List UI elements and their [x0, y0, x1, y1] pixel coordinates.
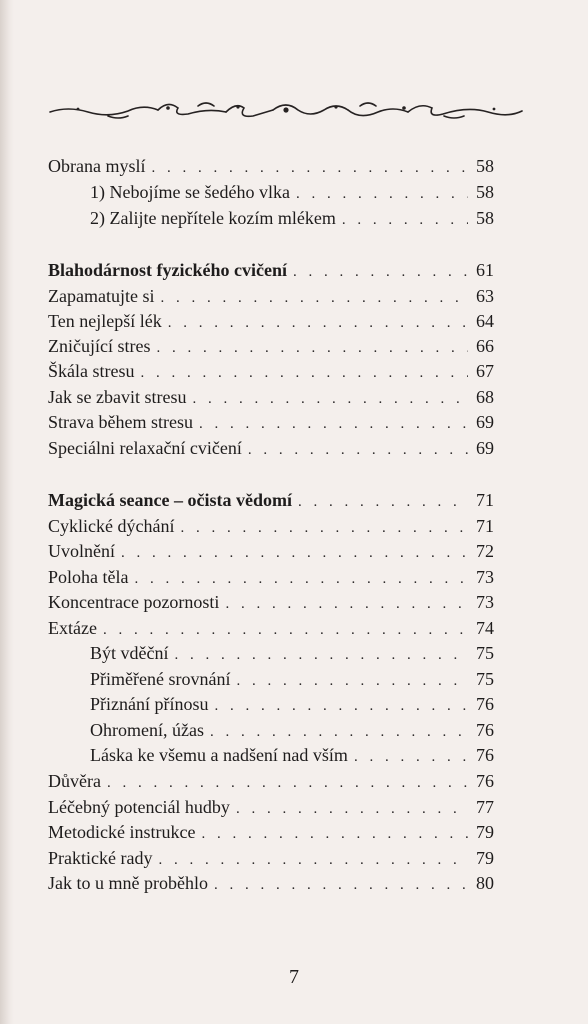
toc-title: Blahodárnost fyzického cvičení [48, 260, 287, 280]
toc-page: 58 [476, 156, 494, 176]
toc-page: 73 [476, 592, 494, 612]
toc-leader [201, 821, 468, 847]
toc-page: 76 [476, 771, 494, 791]
toc-title: 1) Nebojíme se šedého vlka [90, 182, 290, 202]
toc-entry [48, 538, 494, 564]
toc-entry [48, 819, 494, 845]
toc-page: 77 [476, 797, 494, 817]
toc-page: 69 [476, 412, 494, 432]
toc-title: Přiznání přínosu [90, 694, 209, 714]
toc-entry [48, 435, 494, 461]
toc-entry [90, 691, 494, 717]
toc-page: 79 [476, 848, 494, 868]
toc-page: 58 [476, 208, 494, 228]
toc-leader [175, 642, 469, 668]
toc-title: Důvěra [48, 771, 101, 791]
toc-page: 63 [476, 286, 494, 306]
toc-section-heading [48, 487, 494, 513]
toc-leader [214, 872, 468, 898]
toc-title: Léčebný potenciál hudby [48, 797, 230, 817]
toc-leader [151, 155, 468, 181]
toc-entry [48, 845, 494, 871]
toc-entry [48, 794, 494, 820]
toc-page: 76 [476, 745, 494, 765]
toc-entry [48, 308, 494, 334]
toc-leader [354, 744, 468, 770]
page-number: 7 [289, 966, 299, 988]
toc-title: Přiměřené srovnání [90, 669, 231, 689]
toc-page: 71 [476, 490, 494, 510]
toc-page: 74 [476, 618, 494, 638]
toc-title: Magická seance – očista vědomí [48, 490, 292, 510]
toc-page: 67 [476, 361, 494, 381]
toc-title: Poloha těla [48, 567, 129, 587]
toc-page: 76 [476, 694, 494, 714]
toc-page: 66 [476, 336, 494, 356]
toc-entry [90, 666, 494, 692]
toc-title: Metodické instrukce [48, 822, 196, 842]
toc-page: 72 [476, 541, 494, 561]
toc-page: 58 [476, 182, 494, 202]
toc-leader [342, 207, 468, 233]
toc-leader [248, 437, 468, 463]
toc-page: 79 [476, 822, 494, 842]
toc-title: 2) Zalijte nepřítele kozím mlékem [90, 208, 336, 228]
toc-leader [225, 591, 468, 617]
toc-title: Speciálni relaxační cvičení [48, 438, 242, 458]
toc-page: 73 [476, 567, 494, 587]
toc-leader [298, 489, 468, 515]
toc-entry [90, 640, 494, 666]
toc-entry [48, 615, 494, 641]
toc-title: Ohromení, úžas [90, 720, 204, 740]
toc-entry [90, 205, 494, 231]
toc-entry [48, 384, 494, 410]
toc-page: 80 [476, 873, 494, 893]
toc-title: Škála stresu [48, 361, 135, 381]
toc-entry [48, 409, 494, 435]
toc-title: Jak se zbavit stresu [48, 387, 187, 407]
toc-leader [293, 259, 468, 285]
toc-entry [90, 179, 494, 205]
toc-entry [48, 513, 494, 539]
toc-page: 61 [476, 260, 494, 280]
toc-entry [48, 768, 494, 794]
toc-page: 69 [476, 438, 494, 458]
toc-title: Být vděční [90, 643, 169, 663]
toc-title: Zničující stres [48, 336, 151, 356]
toc-title: Jak to u mně proběhlo [48, 873, 208, 893]
toc-title: Extáze [48, 618, 97, 638]
toc-entry [90, 742, 494, 768]
toc-page: 71 [476, 516, 494, 536]
toc-title: Uvolnění [48, 541, 115, 561]
toc-leader [199, 411, 468, 437]
toc-page: 75 [476, 643, 494, 663]
toc-entry [48, 870, 494, 896]
toc-title: Koncentrace pozornosti [48, 592, 220, 612]
toc-leader [215, 693, 469, 719]
toc-entry [48, 283, 494, 309]
toc-entry [48, 358, 494, 384]
toc-title: Ten nejlepší lék [48, 311, 162, 331]
toc-section-heading [48, 257, 494, 283]
toc-entry [48, 153, 494, 179]
toc-page: 64 [476, 311, 494, 331]
toc-leader [140, 360, 468, 386]
toc-page: 68 [476, 387, 494, 407]
toc-title: Praktické rady [48, 848, 153, 868]
toc-title: Láska ke všemu a nadšení nad vším [90, 745, 348, 765]
toc-page: 76 [476, 720, 494, 740]
toc-title: Zapamatujte si [48, 286, 155, 306]
toc-leader [107, 770, 468, 796]
toc-page: 75 [476, 669, 494, 689]
toc-entry [48, 589, 494, 615]
toc-title: Cyklické dýchání [48, 516, 175, 536]
toc-title: Strava během stresu [48, 412, 193, 432]
toc-entry [48, 564, 494, 590]
toc-title: Obrana myslí [48, 156, 146, 176]
toc-leader [121, 540, 468, 566]
toc-leader [296, 181, 468, 207]
toc-entry [90, 717, 494, 743]
toc-entry [48, 333, 494, 359]
